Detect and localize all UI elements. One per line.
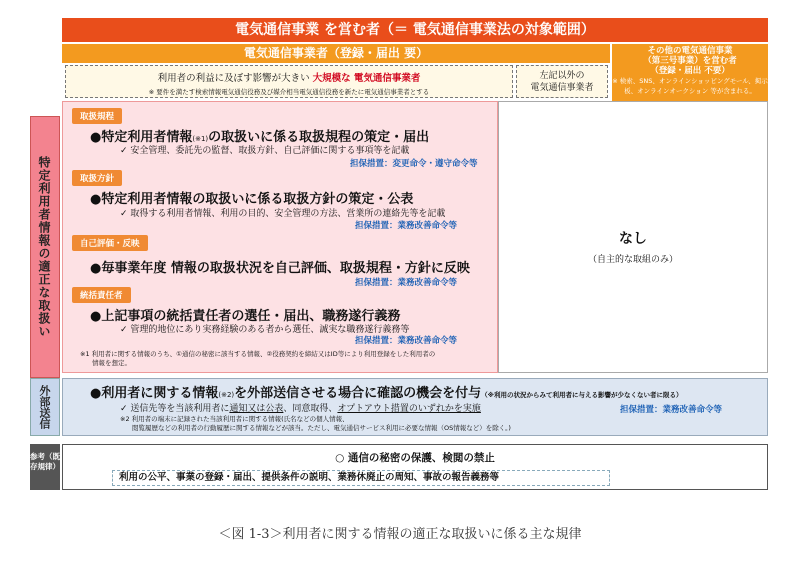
header-sub: 電気通信事業者（登録・届出 要） (62, 44, 610, 63)
check-manager: ✓ 管理的地位にあり実務経験のある者から選任、誠実な職務遂行義務等 (120, 325, 410, 335)
check-ext-a: ✓ 送信先等を当該利用者に (120, 404, 230, 414)
measure-self-evaluation: 担保措置：業務改善命令等 (355, 278, 458, 288)
heading-self-evaluation: ●毎事業年度 情報の取扱状況を自己評価、取扱規程・方針に反映 (90, 261, 470, 276)
label-reference: 参考（既存規律） (30, 444, 60, 490)
other-label-1: その他の電気通信事業 (647, 46, 733, 56)
scope-large-operators (65, 65, 513, 98)
measure-handling-rules: 担保措置：変更命令・遵守命令等 (350, 159, 478, 169)
check-ext-u2: オプトアウト措置のいずれかを実施 (337, 404, 481, 414)
label-external-transmission: 外部送信 (30, 378, 60, 436)
heading-1a: ●特定利用者情報 (90, 130, 193, 145)
heading-external (90, 382, 682, 401)
reference-box: 利用の公平、事業の登録・届出、提供条件の説明、業務休廃止の周知、事故の報告義務等 (112, 470, 610, 486)
heading-handling-policy: ●特定利用者情報の取扱いに係る取扱方針の策定・公表 (90, 192, 414, 207)
scope-other-operators (516, 65, 608, 98)
header-other-business (612, 44, 768, 102)
check-ext-b: 、同意取得、 (283, 404, 338, 414)
heading-manager: ●上記事項の統括責任者の選任・届出、職務遂行義務 (90, 309, 401, 324)
heading-1b: の取扱いに係る取扱規程の策定・届出 (208, 130, 430, 145)
tag-self-evaluation: 自己評価・反映 (72, 235, 148, 251)
footnote-2-line1: ※2 利用者の端末に記録された当該利用者に関する情報(氏名などの個人情報、 (120, 415, 349, 423)
check-external (120, 401, 481, 414)
tag-handling-policy: 取扱方針 (72, 170, 122, 186)
heading-1-sup: (※1) (192, 135, 209, 143)
footnote-2-line2: 閲覧履歴などの利用者の行動履歴に関する情報などが該当。ただし、電気通信サービス利用に必要な情報（OS情報など）を除く。) (132, 424, 511, 432)
scope-other-1: 左記以外の (539, 71, 585, 81)
tag-handling-rules: 取扱規程 (72, 108, 122, 124)
measure-handling-policy: 担保措置：業務改善命令等 (355, 221, 458, 231)
footnote-1-line1: ※1 利用者に関する情報のうち、①通信の秘密に該当する情報、②役務契約を締結又はID等により利用登録をした利用者の (80, 350, 436, 358)
label-specific-user-info: 特定利用者情報の適正な取扱い (30, 116, 60, 378)
heading-ext-b: を外部送信させる場合に確認の機会を付与 (234, 386, 482, 401)
heading-ext-sup: (※2) (218, 391, 235, 399)
other-label-3: （登録・届出 不要） (650, 66, 730, 76)
scope-large-note: ※ 要件を満たす検索情報電気通信役務及び媒介相当電気通信役務を新たに電気通信事業者とする (148, 88, 430, 96)
figure-caption: ＜図 1-3＞利用者に関する情報の適正な取扱いに係る主な規律 (218, 527, 582, 542)
reference-heading: ○ 通信の秘密の保護、検閲の禁止 (335, 452, 495, 464)
check-handling-rules: ✓ 安全管理、委託先の監督、取扱方針、自己評価に関する事項等を記載 (120, 146, 410, 156)
scope-large-a: 利用者の利益に及ぼす影響が大きい (157, 73, 310, 84)
heading-ext-note: （※利用の状況からみて利用者に与える影響が少なくない者に限る） (481, 391, 683, 399)
scope-large-b: 大規模な 電気通信事業者 (312, 73, 421, 84)
footnote-2 (120, 415, 680, 433)
scope-other-2: 電気通信事業者 (530, 83, 594, 93)
footnote-1-line2: 情報を想定。 (92, 359, 131, 367)
check-handling-policy: ✓ 取得する利用者情報、利用の目的、安全管理の方法、営業所の連絡先等を記載 (120, 209, 446, 219)
header-main: 電気通信事業 を営む者（＝ 電気通信事業法の対象範囲） (62, 18, 768, 42)
tag-manager: 統括責任者 (72, 287, 131, 303)
other-label-4: ※ 検索、SNS、オンラインショッピングモール、掲示板、オンラインオークション 等が含まれる。 (612, 77, 768, 95)
none-subtitle: （自主的な取組のみ） (587, 255, 678, 265)
heading-ext-a: ●利用者に関する情報 (90, 386, 219, 401)
none-title: なし (619, 231, 647, 247)
measure-external: 担保措置：業務改善命令等 (620, 405, 723, 415)
other-label-2: （第三号事業）を営む者 (643, 56, 737, 66)
measure-manager: 担保措置：業務改善命令等 (355, 336, 458, 346)
check-ext-u1: 通知又は公表 (229, 404, 284, 414)
footnote-1 (80, 350, 490, 368)
